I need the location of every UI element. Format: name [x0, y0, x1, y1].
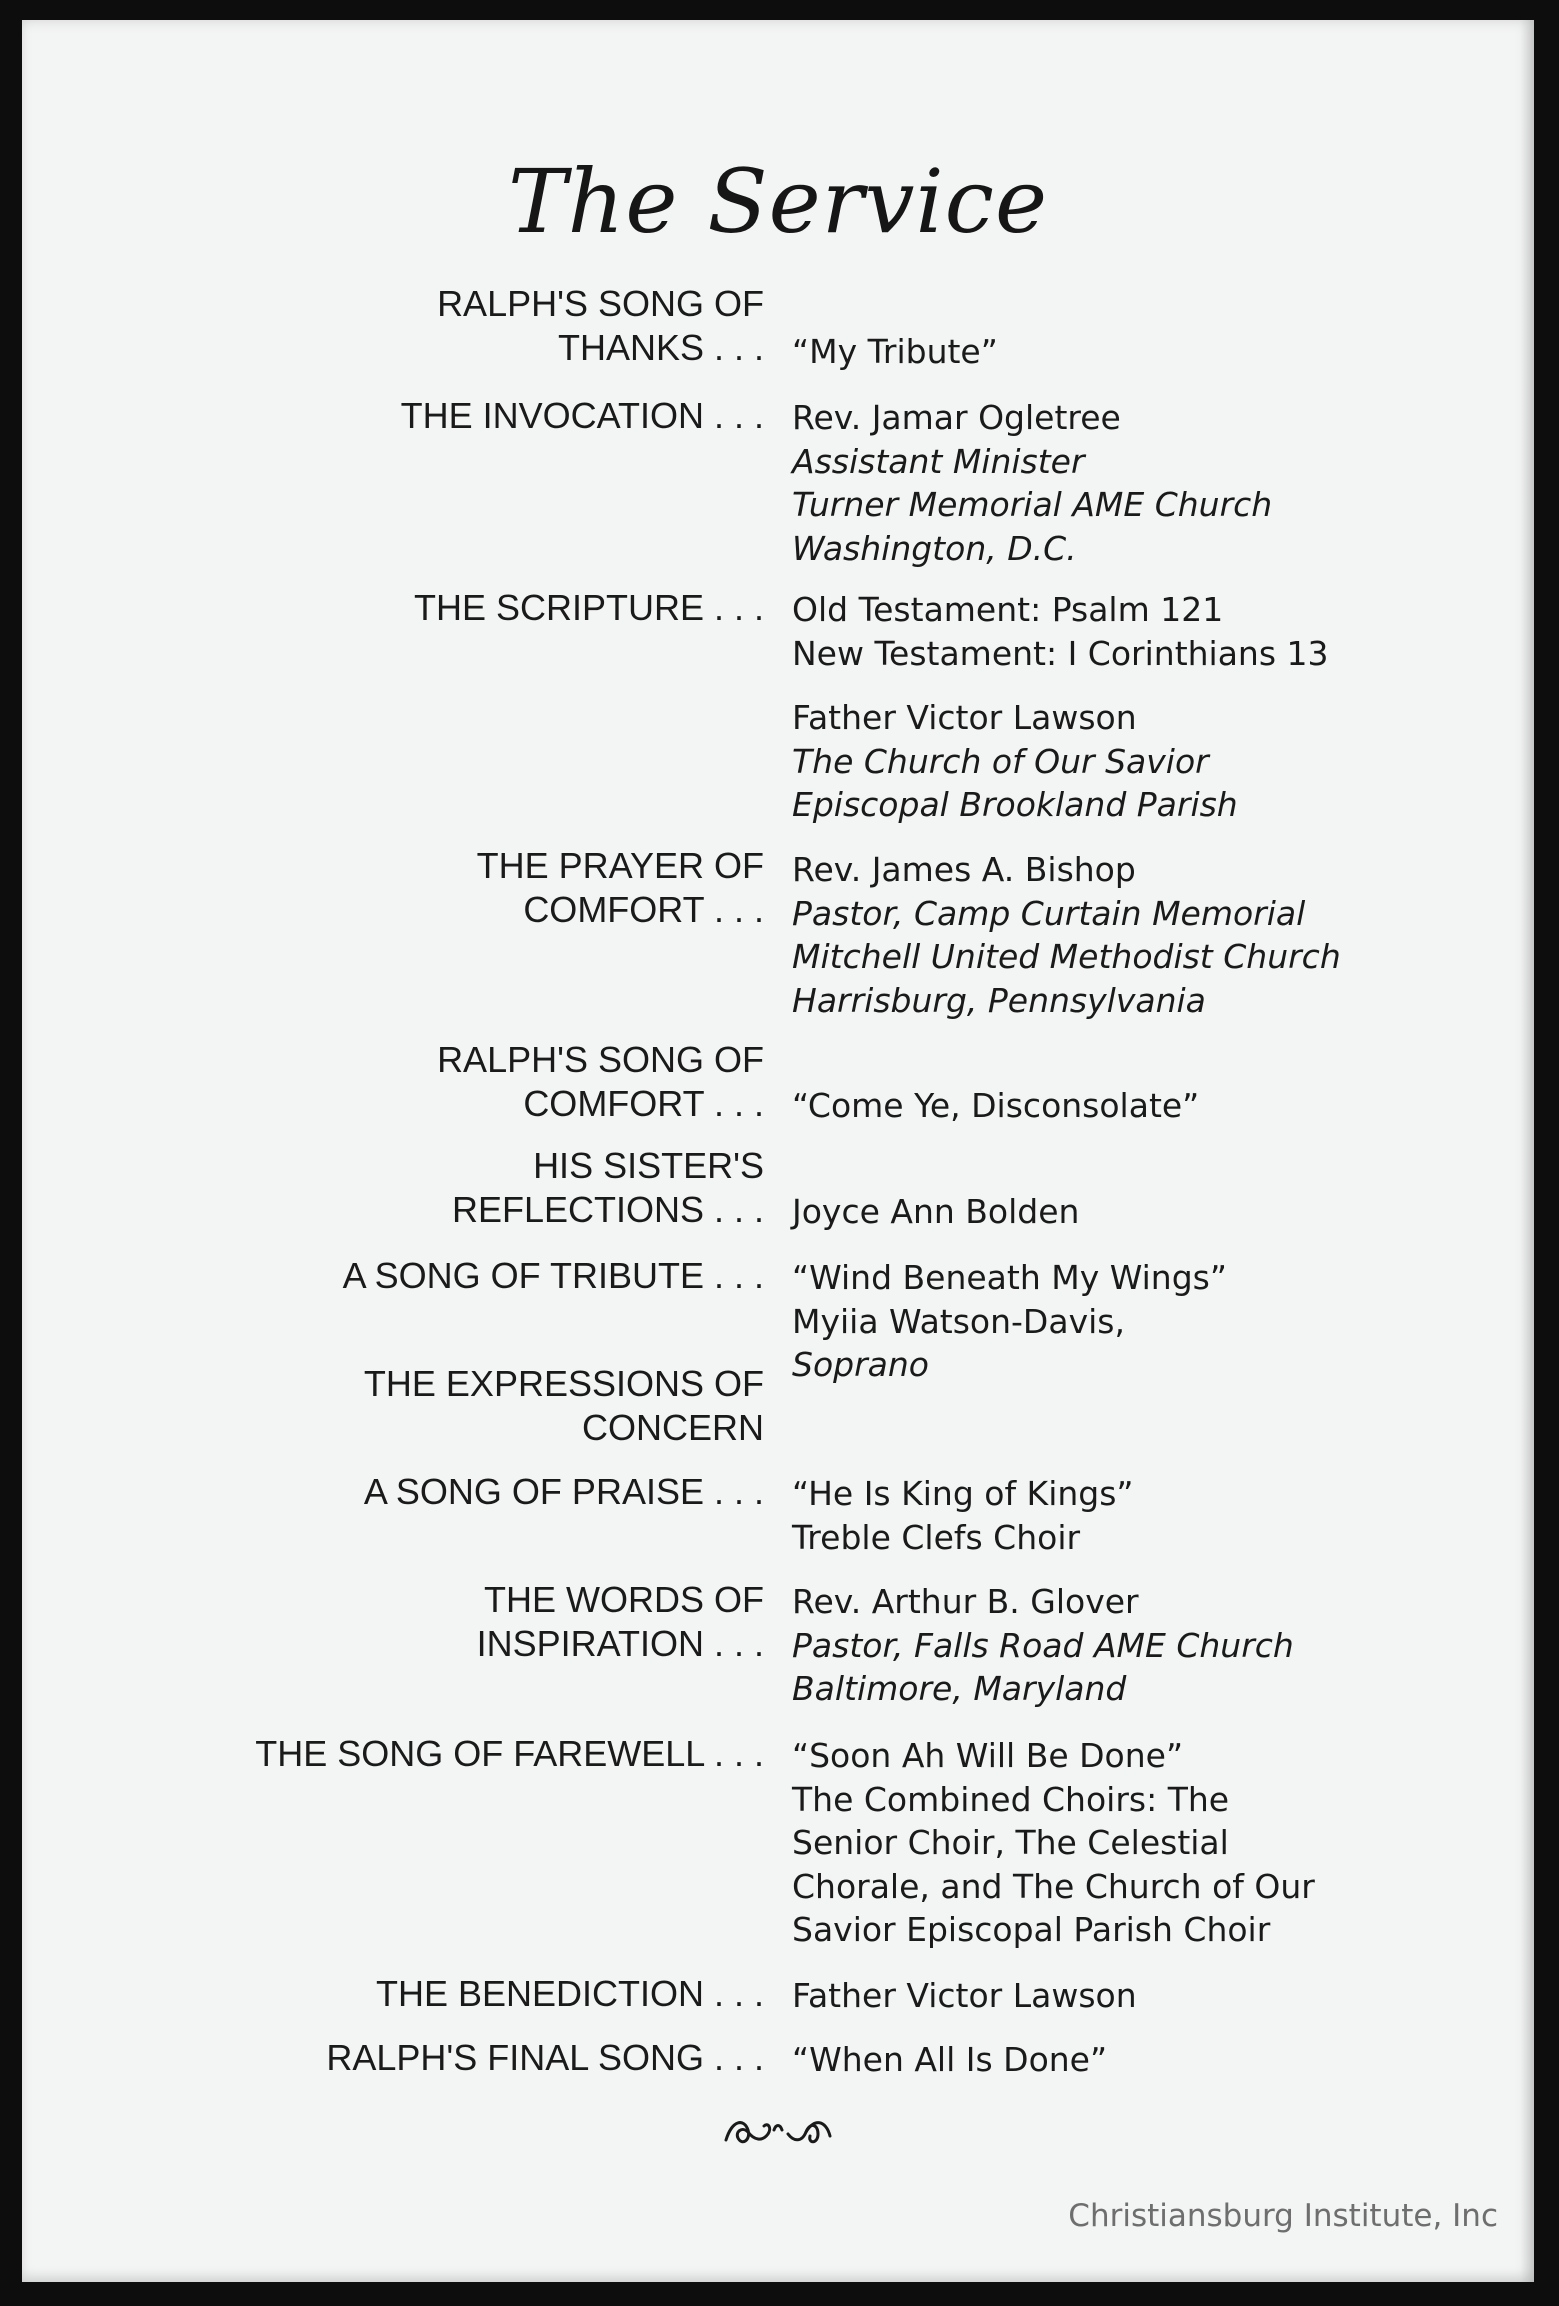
item-label-line: CONCERN — [581, 1407, 764, 1448]
item-detail-line: New Testament: I Corinthians 13 — [792, 633, 1329, 673]
item-detail-line: Old Testament: Psalm 121 — [792, 590, 1224, 629]
item-detail-line: Rev. Jamar Ogletree — [792, 398, 1121, 437]
item-label-line: THE EXPRESSIONS OF — [363, 1363, 764, 1404]
item-detail-line: Baltimore, Maryland — [792, 1669, 1127, 1708]
item-detail-line — [792, 1300, 1227, 1387]
item-label — [376, 1972, 764, 2016]
item-detail-line: Rev. Arthur B. Glover — [792, 1582, 1139, 1621]
item-label — [364, 1362, 764, 1450]
program-page — [22, 20, 1534, 2282]
item-label — [326, 2036, 764, 2080]
item-detail — [792, 1256, 1227, 1387]
item-detail — [792, 396, 1272, 570]
item-detail-line: Pastor, Camp Curtain Memorial — [792, 893, 1306, 933]
item-detail-line: Mitchell United Methodist Church — [792, 937, 1341, 976]
item-label-line: A SONG OF PRAISE . . . — [363, 1471, 764, 1512]
item-detail-line: “He Is King of Kings” — [792, 1474, 1134, 1513]
item-detail-line: Father Victor Lawson — [792, 1976, 1137, 2015]
service-program — [22, 20, 1534, 2282]
item-label — [437, 1038, 764, 1126]
item-detail — [792, 588, 1329, 675]
item-detail — [792, 330, 998, 374]
item-label — [364, 1470, 764, 1514]
item-detail-line: “Wind Beneath My Wings” — [792, 1258, 1227, 1297]
item-label-line: RALPH'S SONG OF — [437, 283, 764, 324]
item-detail — [792, 1190, 1079, 1234]
item-label-line: THE WORDS OF — [484, 1579, 764, 1620]
item-detail-line: “When All Is Done” — [792, 2040, 1108, 2079]
item-detail — [792, 848, 1341, 1022]
item-label — [414, 586, 764, 630]
item-detail-line: Pastor, Falls Road AME Church — [792, 1625, 1294, 1665]
item-detail-line: “Soon Ah Will Be Done” — [792, 1736, 1184, 1775]
item-detail-line: “Come Ye, Disconsolate” — [792, 1086, 1200, 1125]
item-label-line: THE SCRIPTURE . . . — [413, 587, 764, 628]
item-label — [477, 1578, 764, 1666]
item-label-line: REFLECTIONS . . . — [451, 1189, 764, 1230]
performer-name: Myiia Watson-Davis, — [792, 1301, 1125, 1341]
floral-flourish-icon — [22, 2110, 1534, 2161]
item-detail-line: Assistant Minister — [792, 441, 1085, 481]
voice-part: Soprano — [792, 1345, 929, 1384]
item-label-line: COMFORT . . . — [523, 1083, 764, 1124]
item-label — [437, 282, 764, 370]
item-detail-line: Treble Clefs Choir — [792, 1517, 1081, 1557]
item-label — [477, 844, 764, 932]
watermark: Christiansburg Institute, Inc — [1068, 2198, 1498, 2234]
item-detail-line: Joyce Ann Bolden — [792, 1192, 1080, 1231]
item-label-line: RALPH'S SONG OF — [437, 1039, 764, 1080]
item-detail-line: Harrisburg, Pennsylvania — [792, 980, 1206, 1020]
item-detail-line: “My Tribute” — [792, 332, 998, 371]
item-detail-line: Turner Memorial AME Church — [792, 485, 1273, 524]
item-label-line: RALPH'S FINAL SONG . . . — [326, 2037, 764, 2078]
item-detail-line: Father Victor Lawson — [792, 698, 1137, 737]
item-detail — [792, 1734, 1315, 1952]
item-detail-line: Savior Episcopal Parish Choir — [792, 1910, 1271, 1949]
item-label — [255, 1732, 764, 1776]
item-detail-line: The Combined Choirs: The — [792, 1779, 1230, 1819]
item-label — [401, 394, 764, 438]
item-detail-line: The Church of Our Savior — [792, 741, 1209, 781]
item-detail — [792, 696, 1238, 827]
item-label-line: THE INVOCATION . . . — [400, 395, 764, 436]
item-label-line: THANKS . . . — [557, 327, 764, 368]
item-detail — [792, 1472, 1134, 1559]
item-detail-line: Episcopal Brookland Parish — [792, 785, 1238, 824]
item-detail — [792, 1974, 1137, 2018]
item-detail — [792, 2038, 1107, 2082]
item-label-line: THE PRAYER OF — [476, 845, 764, 886]
item-label — [452, 1144, 764, 1232]
page-title: The Service — [507, 150, 1049, 253]
item-detail-line: Chorale, and The Church of Our — [792, 1866, 1315, 1906]
item-detail-line: Washington, D.C. — [792, 528, 1077, 568]
item-label-line: THE SONG OF FAREWELL . . . — [255, 1733, 764, 1774]
item-detail — [792, 1084, 1199, 1128]
item-label-line: COMFORT . . . — [523, 889, 764, 930]
item-label — [343, 1254, 764, 1298]
item-label-line: INSPIRATION . . . — [476, 1623, 764, 1664]
item-detail-line: Senior Choir, The Celestial — [792, 1823, 1229, 1862]
item-detail — [792, 1580, 1294, 1711]
item-label-line: HIS SISTER'S — [533, 1145, 764, 1186]
item-detail-line: Rev. James A. Bishop — [792, 850, 1136, 889]
item-label-line: A SONG OF TRIBUTE . . . — [342, 1255, 764, 1296]
item-label-line: THE BENEDICTION . . . — [375, 1973, 764, 2014]
